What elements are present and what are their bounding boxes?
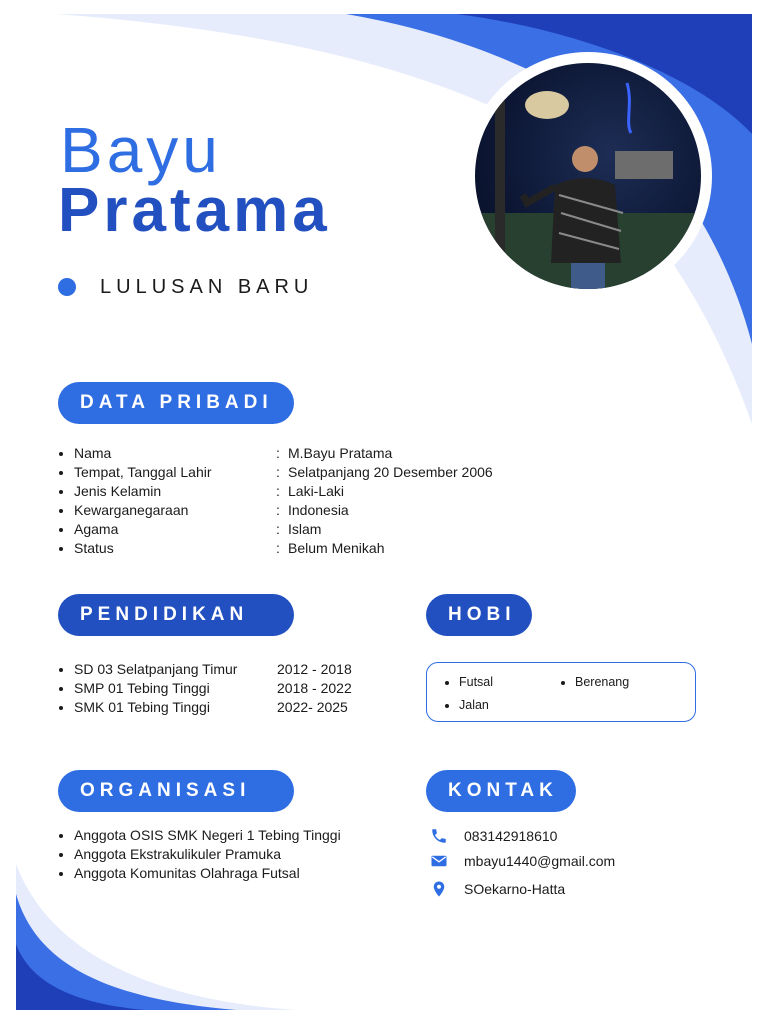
photo-arm — [523, 187, 555, 203]
contact-phone[interactable]: 083142918610 — [464, 828, 558, 844]
hobbies-box — [426, 662, 696, 722]
photo-roof — [615, 151, 673, 179]
personal-value: Indonesia — [288, 502, 349, 518]
education-school: • SMP 01 Tebing Tinggi — [74, 679, 294, 698]
contact-email[interactable]: mbayu1440@gmail.com — [464, 853, 616, 869]
personal-value: Belum Menikah — [288, 540, 385, 556]
person-illustration — [475, 63, 701, 289]
organization-item: • Anggota OSIS SMK Negeri 1 Tebing Tinggi — [74, 826, 414, 845]
hobby-item: • Berenang — [575, 671, 695, 694]
hobbies-list-right — [559, 671, 695, 694]
personal-value: Selatpanjang 20 Desember 2006 — [288, 464, 493, 480]
hobby-item: • Jalan — [459, 694, 569, 717]
separator: : — [276, 483, 280, 499]
separator: : — [276, 521, 280, 537]
contact-phone-row — [430, 827, 557, 845]
photo-pole — [495, 83, 505, 253]
subtitle-bullet-dot — [58, 278, 76, 296]
hobby-item: • Futsal — [459, 671, 569, 694]
personal-label: • Kewarganegaraan — [74, 501, 294, 520]
photo-light-streak — [627, 83, 631, 133]
first-name: Bayu — [60, 114, 222, 186]
education-school: • SMK 01 Tebing Tinggi — [74, 698, 294, 717]
section-heading-contact: KONTAK — [426, 770, 576, 812]
personal-values — [288, 444, 588, 558]
envelope-icon — [430, 852, 448, 870]
personal-label: • Status — [74, 539, 294, 558]
separator: : — [276, 502, 280, 518]
personal-label: • Tempat, Tanggal Lahir — [74, 463, 294, 482]
education-school: • SD 03 Selatpanjang Timur — [74, 660, 294, 679]
separator: : — [276, 445, 280, 461]
personal-separators — [276, 444, 280, 558]
personal-value: Islam — [288, 521, 322, 537]
personal-labels-list — [58, 444, 294, 558]
subtitle: LULUSAN BARU — [100, 276, 314, 298]
section-heading-hobbies: HOBI — [426, 594, 532, 636]
organization-item: • Anggota Ekstrakulikuler Pramuka — [74, 845, 414, 864]
education-schools-list — [58, 660, 294, 717]
section-heading-education: PENDIDIKAN — [58, 594, 294, 636]
photo-lamp — [525, 91, 569, 119]
map-pin-icon — [430, 880, 448, 898]
organization-item: • Anggota Komunitas Olahraga Futsal — [74, 864, 414, 883]
phone-icon — [430, 827, 448, 845]
section-heading-personal: DATA PRIBADI — [58, 382, 294, 424]
personal-value: M.Bayu Pratama — [288, 445, 393, 461]
education-year-range: 2022- 2025 — [277, 699, 348, 715]
section-heading-organization: ORGANISASI — [58, 770, 294, 812]
resume-page — [16, 14, 752, 1010]
education-year-range: 2018 - 2022 — [277, 680, 352, 696]
education-years — [277, 660, 352, 717]
personal-label: • Agama — [74, 520, 294, 539]
photo-jeans — [571, 263, 605, 289]
personal-value: Laki-Laki — [288, 483, 345, 499]
organization-list — [58, 826, 414, 883]
last-name: Pratama — [58, 176, 331, 245]
profile-photo — [475, 63, 701, 289]
education-year-range: 2012 - 2018 — [277, 661, 352, 677]
personal-label: • Nama — [74, 444, 294, 463]
personal-label: • Jenis Kelamin — [74, 482, 294, 501]
hobbies-list-left — [443, 671, 569, 717]
separator: : — [276, 464, 280, 480]
photo-head — [572, 146, 598, 172]
contact-email-row — [430, 852, 615, 870]
contact-address-row — [430, 880, 565, 898]
contact-address: SOekarno-Hatta — [464, 881, 566, 897]
separator: : — [276, 540, 280, 556]
